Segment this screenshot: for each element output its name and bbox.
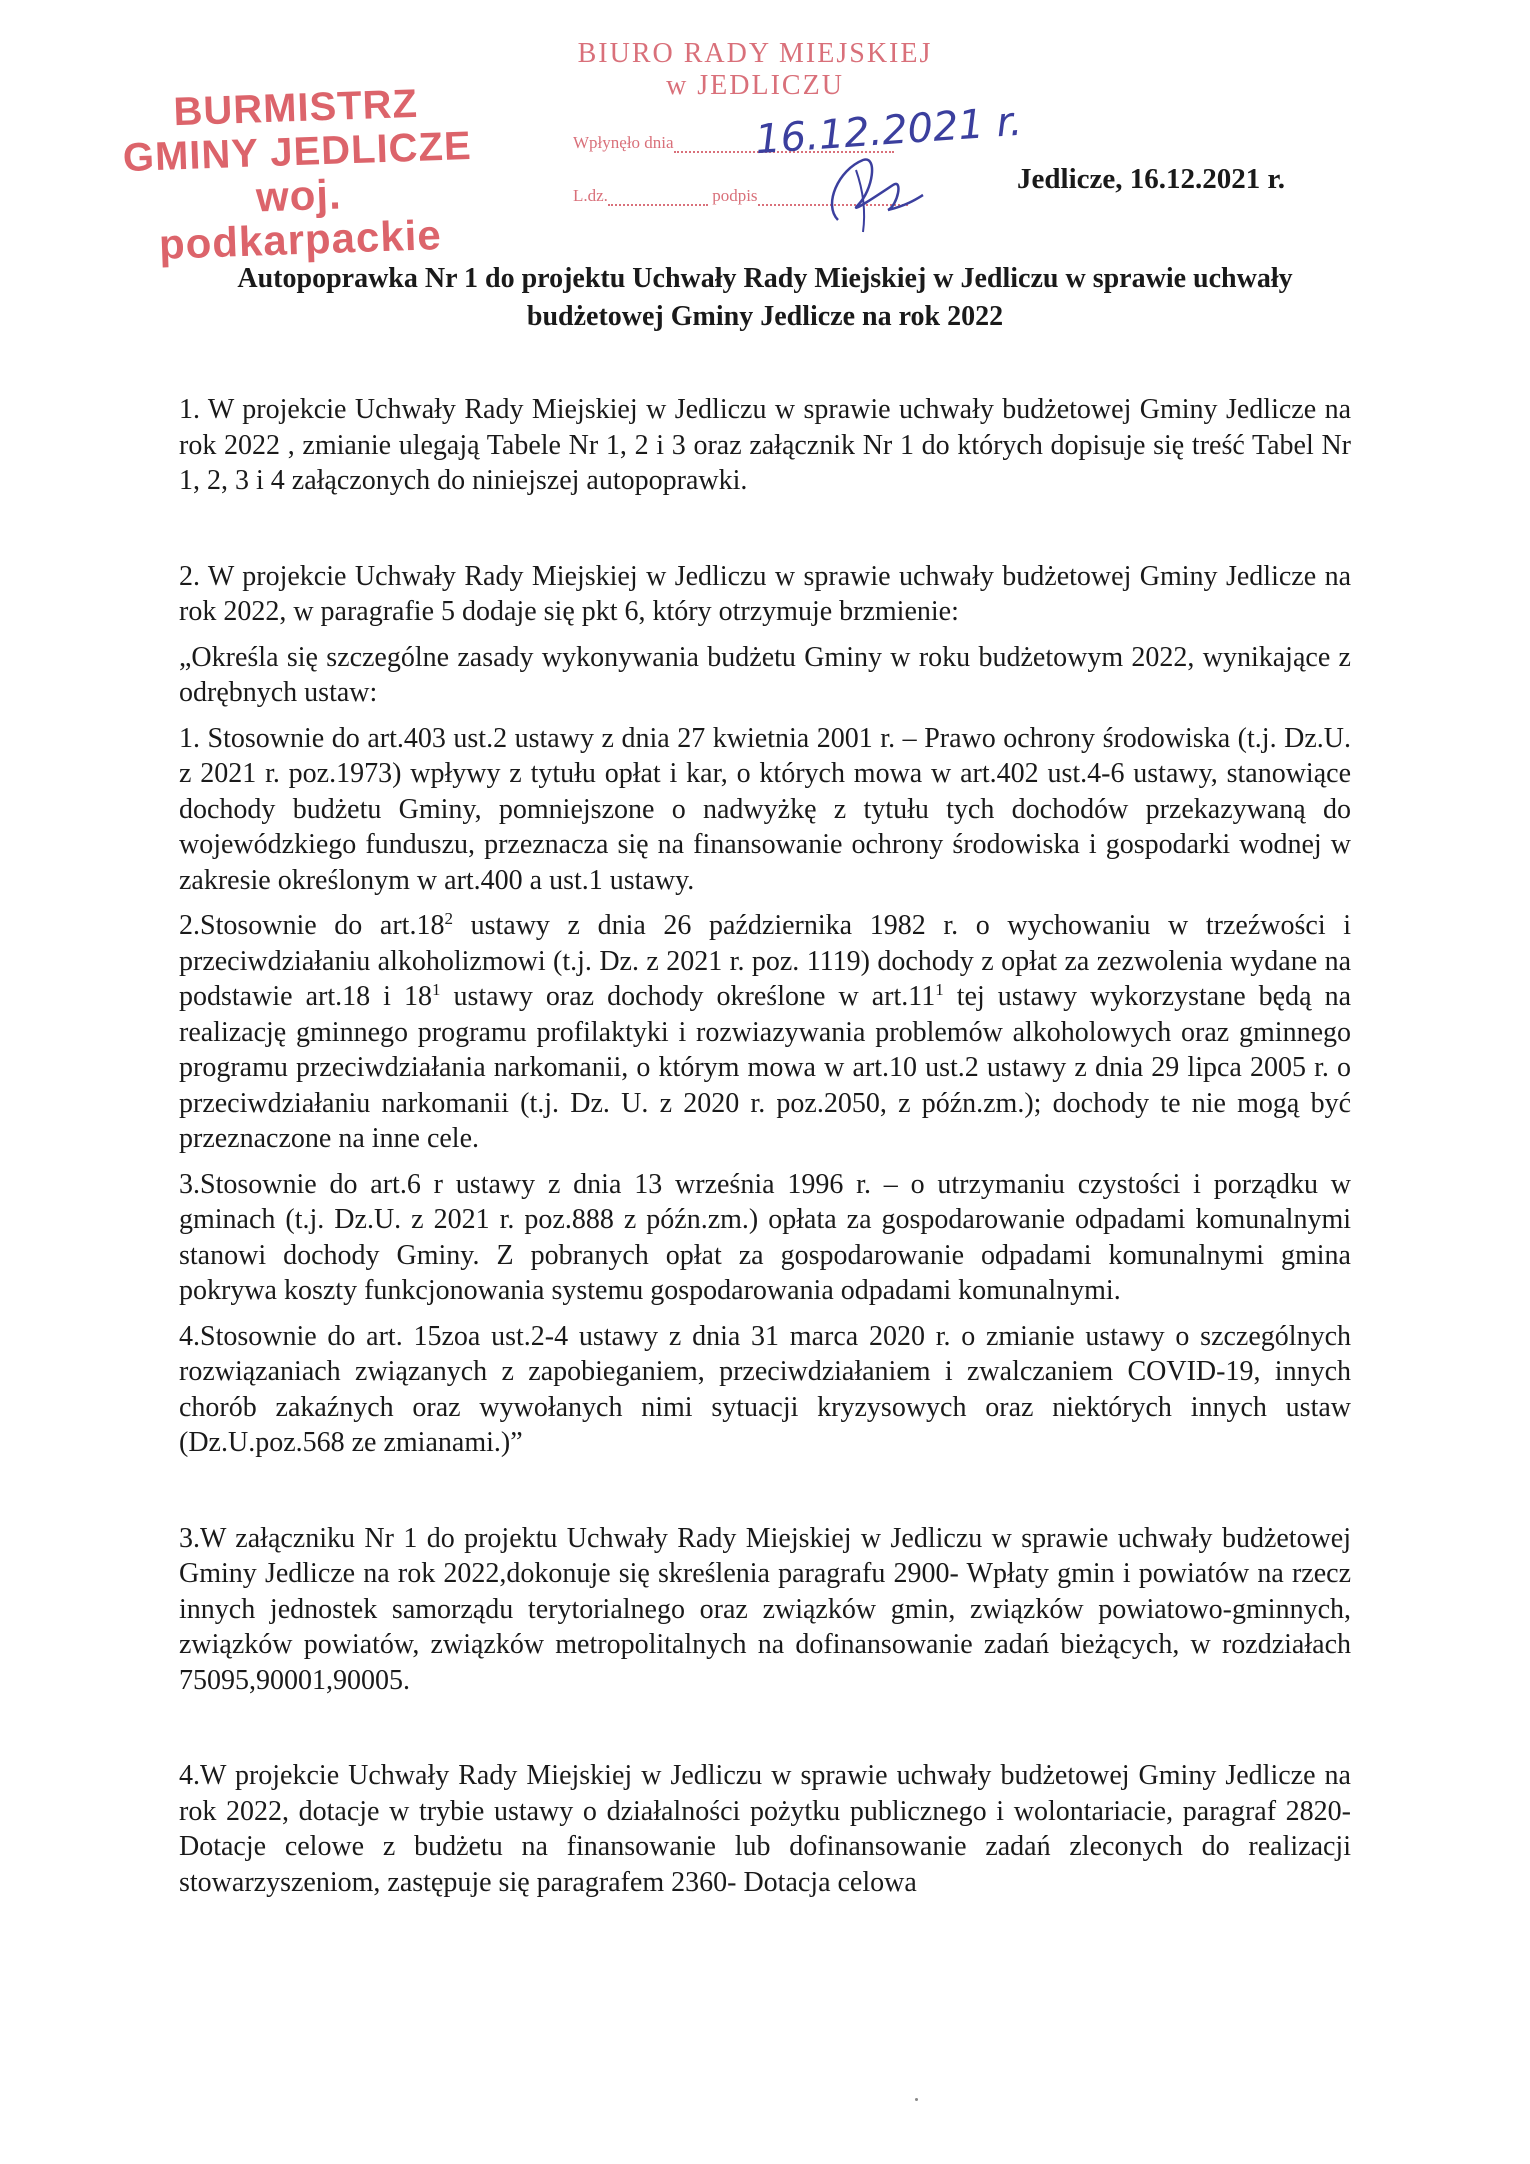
document-title: Autopoprawka Nr 1 do projektu Uchwały Rady Miejskiej w Jedliczu w sprawie uchwały budżetowej Gminy Jedlicze na rok 2022 [237,263,1293,332]
stamp-title-2: w JEDLICZU [666,70,844,101]
section-2-point-4: 4.Stosownie do art. 15zoa ust.2-4 ustawy z dnia 31 marca 2020 r. o zmianie ustawy o szczególnych rozwiązaniach związanych z zapobieganiem, przeciwdziałaniem i zwalczaniem COVID-19, innych chorób zakaźnych oraz wywołanych nimi sytuacji kryzysowych oraz niektórych innych ustaw (Dz.U.poz.568 ze zmianami.)” [179,1320,1351,1458]
section-2-point-2-b: ustawy z dnia 26 października 1982 r. o wychowaniu w trzeźwości i przeciwdziałaniu alkoholizmowi (t.j. Dz. z 2021 r. poz. 1119) dochody z opłat za zezwolenia wydane na podstawie art.18 i 18 [179,910,1352,1012]
superscript-1b: 1 [935,980,944,999]
superscript-1: 1 [431,980,441,999]
section-2-intro: 2. W projekcie Uchwały Rady Miejskiej w Jedliczu w sprawie uchwały budżetowej Gminy Jedlicze na rok 2022, w paragrafie 5 dodaje się pkt 6, który otrzymuje brzmienie: [179,560,1351,627]
signature-label: podpis [712,186,758,205]
section-2-point-2 [179,908,1351,1157]
stamp-line-1: BURMISTRZ [172,81,419,135]
received-label: Wpłynęło dnia [573,133,674,152]
section-1: 1. W projekcie Uchwały Rady Miejskiej w Jedliczu w sprawie uchwały budżetowej Gminy Jedlicze na rok 2022 , zmianie ulegają Tabele Nr 1, 2 i 3 oraz załącznik Nr 1 do których dopisuje się treść Tabel Nr 1, 2, 3 i 4 załączonych do niniejszej autopoprawki. [179,394,1351,496]
stamp-line-2: GMINY JEDLICZE [122,123,473,181]
section-2-point-2-c: ustawy oraz dochody określone w art.11 [440,981,936,1012]
section-2-point-2-a: 2.Stosownie do art.18 [179,910,445,941]
section-2-point-2-d: tej ustawy wykorzystane będą na realizację gminnego programu profilaktyki i rozwiazywania problemów alkoholowych oraz gminnego programu przeciwdziałania narkomanii, o którym mowa w art.10 ust.2 ustawy z dnia 29 lipca 2005 r. o przeciwdziałaniu narkomanii (t.j. Dz. U. z 2020 r. poz.2050, z późn.zm.); dochody te nie mogą być przeznaczone na inne cele. [179,981,1351,1154]
place-and-date: Jedlicze, 16.12.2021 r. [1017,163,1285,195]
stamp-title-1: BIURO RADY MIEJSKIEJ [577,38,933,69]
handwritten-signature [818,150,928,235]
section-2-point-1: 1. Stosownie do art.403 ust.2 ustawy z dnia 27 kwietnia 2001 r. – Prawo ochrony środowiska (t.j. Dz.U. z 2021 r. poz.1973) wpływy z tytułu opłat i kar, o których mowa w art.402 ust.4-6 ustawy, stanowiące dochody budżetu Gminy, pomniejszone o nadwyżkę z tytułu tych dochodów przekazywaną do wojewódzkiego funduszu, przeznacza się na finansowanie ochrony środowiska i gospodarki wodnej w zakresie określonym w art.400 a ust.1 ustawy. [179,722,1351,896]
scan-speck [915,2098,918,2101]
stamp-line-3: woj. podkarpackie [158,170,443,268]
document-body [179,392,1351,1900]
superscript-2: 2 [444,909,453,928]
handwritten-received-date: 16.12.2021 r. [753,98,1024,164]
section-4: 4.W projekcie Uchwały Rady Miejskiej w Jedliczu w sprawie uchwały budżetowej Gminy Jedlicze na rok 2022, dotacje w trybie ustawy o działalności pożytku publicznego i wolontariacie, paragraf 2820-Dotacje celowe z budżetu na finansowanie lub dofinansowanie zadań zleconych do realizacji stowarzyszeniom, zastępuje się paragrafem 2360- Dotacja celowa [179,1760,1351,1898]
section-3: 3.W załączniku Nr 1 do projektu Uchwały Rady Miejskiej w Jedliczu w sprawie uchwały budżetowej Gminy Jedlicze na rok 2022,dokonuje się skreślenia paragrafu 2900- Wpłaty gmin i powiatów na rzecz innych jednostek samorządu terytorialnego oraz związków gmin, związków powiatowo-gminnych, związków powiatów, związków metropolitalnych na dofinansowanie zadań bieżących, w rozdziałach 75095,90001,90005. [179,1522,1351,1696]
burmistrz-stamp [105,79,491,268]
ldz-label: L.dz. [573,186,608,205]
section-2-point-3: 3.Stosownie do art.6 r ustawy z dnia 13 września 1996 r. – o utrzymaniu czystości i porządku w gminach (t.j. Dz.U. z 2021 r. poz.888 z późn.zm.) opłata za gospodarowanie odpadami komunalnymi stanowi dochody Gminy. Z pobranych opłat za gospodarowanie odpadami komunalnymi gmina pokrywa koszty funkcjonowania systemu gospodarowania odpadami komunalnymi. [179,1168,1351,1306]
section-2-quote: „Określa się szczególne zasady wykonywania budżetu Gminy w roku budżetowym 2022, wynikające z odrębnych ustaw: [179,641,1351,708]
